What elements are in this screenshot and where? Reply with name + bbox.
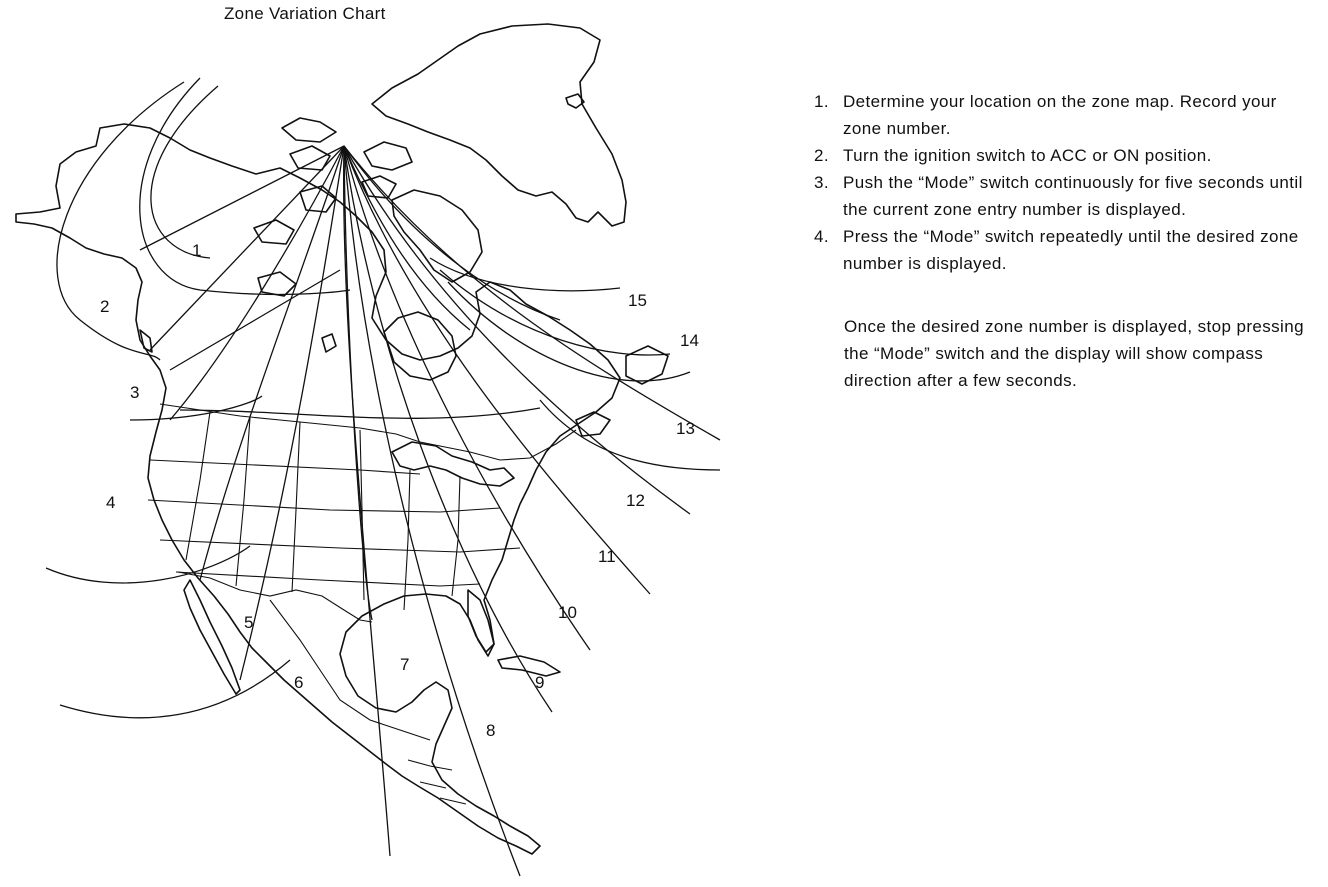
newfoundland [626, 346, 668, 384]
instructions-panel [814, 88, 1314, 394]
zone-label-7: 7 [400, 655, 410, 674]
zone-label-8: 8 [486, 721, 496, 740]
step-1 [814, 88, 1314, 142]
vancouver-island [140, 330, 152, 352]
step-1-text: Determine your location on the zone map. Record your zone number. [843, 92, 1277, 138]
step-1-number: 1. [814, 92, 829, 111]
step-2-text: Turn the ignition switch to ACC or ON position. [843, 146, 1212, 165]
step-4-text: Press the “Mode” switch repeatedly until the desired zone number is displayed. [843, 227, 1299, 273]
cuba [498, 656, 560, 676]
zone-label-14: 14 [680, 331, 699, 350]
arctic-island-1 [282, 118, 336, 142]
zone-label-4: 4 [106, 493, 116, 512]
southampton-island [322, 334, 336, 352]
zone-label-2: 2 [100, 297, 110, 316]
step-3-text: Push the “Mode” switch continuously for five seconds until the current zone entry number is displayed. [843, 173, 1303, 219]
baffin-island [392, 190, 482, 282]
nova-scotia [576, 412, 610, 436]
arctic-island-6 [254, 220, 294, 244]
zone-label-13: 13 [676, 419, 695, 438]
arctic-island-5 [300, 186, 336, 212]
arctic-island-7 [258, 272, 296, 296]
zone-label-3: 3 [130, 383, 140, 402]
step-4 [814, 223, 1314, 277]
zone-label-5: 5 [244, 613, 254, 632]
zone-label-10: 10 [558, 603, 577, 622]
state-borders [148, 412, 520, 610]
zone-label-9: 9 [535, 673, 545, 692]
arctic-island-3 [364, 142, 412, 170]
zone-label-12: 12 [626, 491, 645, 510]
closing-note: Once the desired zone number is displayed, stop pressing the “Mode” switch and the display will show compass direction after a few seconds. [844, 317, 1304, 390]
zone-label-15: 15 [628, 291, 647, 310]
zone-label-11: 11 [598, 547, 616, 566]
mainland-coast [16, 124, 620, 854]
step-2-number: 2. [814, 146, 829, 165]
step-3 [814, 169, 1314, 223]
step-4-number: 4. [814, 227, 829, 246]
baja-california [184, 580, 240, 694]
zone-label-1: 1 [192, 241, 202, 260]
greenland-coast [372, 24, 626, 226]
step-3-number: 3. [814, 173, 829, 192]
instruction-steps [814, 88, 1314, 277]
step-2 [814, 142, 1314, 169]
chart-title: Zone Variation Chart [224, 4, 386, 23]
zone-label-6: 6 [294, 673, 304, 692]
